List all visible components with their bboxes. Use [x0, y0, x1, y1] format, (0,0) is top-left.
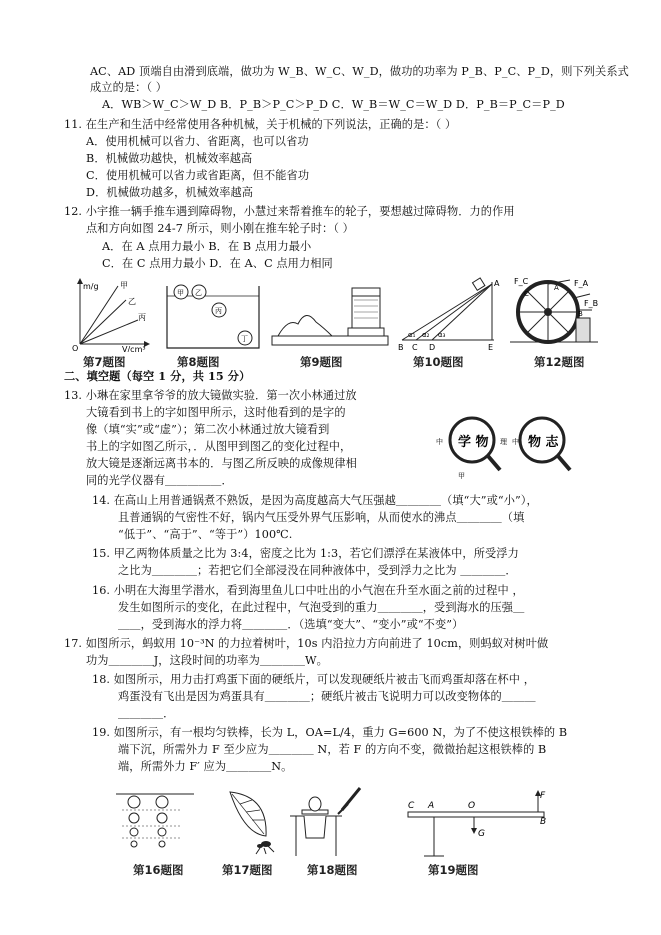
svg-text:丙: 丙	[138, 313, 146, 322]
figure-caption: 第19题图	[428, 863, 479, 877]
figure-16-bubbles	[112, 786, 198, 856]
svg-text:A: A	[554, 284, 559, 292]
svg-text:C: C	[524, 290, 529, 298]
svg-text:α₂: α₂	[422, 331, 430, 339]
figure-17-ant-leaf	[222, 786, 282, 858]
svg-text:B: B	[578, 310, 583, 318]
text-line: 17. 如图所示，蚂蚁用 10⁻³N 的力拉着树叶，10s 内沿拉力方向前进了 10cm，则蚂蚁对树叶做	[64, 637, 549, 650]
svg-text:C: C	[412, 343, 418, 352]
text-line: 端，所需外力 F′ 应为＿＿＿＿N。	[118, 760, 293, 773]
text-line: C．使用机械可以省力或省距离，但不能省功	[86, 169, 310, 182]
svg-text:α₁: α₁	[408, 331, 416, 339]
svg-text:V/cm³: V/cm³	[122, 345, 146, 352]
svg-text:E: E	[488, 343, 494, 352]
svg-text:中: 中	[436, 438, 443, 446]
svg-text:甲: 甲	[458, 472, 465, 480]
text-line: 书上的字如图乙所示，．从图甲到图乙的变化过程中，	[86, 440, 352, 453]
text-line: 发生如图所示的变化，在此过程中，气泡受到的重力＿＿＿＿，受到海水的压强＿	[118, 601, 525, 614]
figure-caption: 第17题图	[222, 863, 273, 877]
figure-18-egg-cup	[290, 786, 370, 858]
text-line: 二、填空题（每空 1 分，共 15 分）	[64, 369, 251, 383]
svg-text:A: A	[428, 801, 435, 811]
text-line: 且普通锅的气密性不好，锅内气压受外界气压影响，从而使水的沸点＿＿＿＿（填	[118, 511, 525, 524]
text-line: AC、AD 顶端自由滑到底端，做功为 W_B、W_C、W_D，做功的功率为 P_B、P_C、P_D，则下列关系式	[90, 65, 629, 78]
svg-text:乙: 乙	[195, 289, 202, 297]
svg-text:D: D	[429, 343, 436, 352]
svg-text:F_A: F_A	[574, 279, 589, 288]
text-line: 14. 在高山上用普通锅煮不熟饭，是因为高度越高大气压强越＿＿＿＿（填“大”或“小”），	[92, 494, 538, 507]
text-line: D．机械做功越多，机械效率越高	[86, 186, 254, 199]
svg-text:O: O	[72, 344, 79, 352]
figure-8-container	[163, 280, 263, 352]
text-line: 15. 甲乙两物体质量之比为 3:4，密度之比为 1:3，若它们漂浮在某液体中，所受浮力	[92, 547, 519, 560]
text-line: A．WB＞W_C＞W_D B．P_B＞P_C＞P_D C．W_B＝W_C＝W_D D．P_B＝P_C＝P_D	[102, 98, 565, 111]
svg-text:α₃: α₃	[438, 331, 446, 339]
text-line: 13. 小琳在家里拿爷爷的放大镜做实验．第一次小林通过放	[64, 389, 357, 402]
svg-text:B: B	[398, 343, 404, 352]
text-line: C．在 C 点用力最小 D．在 A、C 点用力相同	[102, 257, 333, 270]
text-line: 放大镜是逐渐远离书本的．与图乙所反映的成像规律相	[86, 457, 357, 470]
svg-text:C: C	[408, 801, 415, 811]
figure-caption: 第10题图	[413, 355, 464, 369]
svg-text:A: A	[494, 279, 500, 288]
svg-text:物 志: 物 志	[528, 435, 559, 450]
text-line: 12. 小宇推一辆手推车遇到障碍物，小慧过来帮着推车的轮子，要想越过障碍物．力的作用	[64, 205, 515, 218]
text-line: ＿＿＿＿．	[118, 707, 175, 720]
text-line: 11. 在生产和生活中经常使用各种机械，关于机械的下列说法，正确的是：（ ）	[64, 118, 457, 131]
svg-text:丙: 丙	[215, 307, 222, 315]
svg-text:F: F	[540, 791, 546, 801]
figure-caption: 第7题图	[83, 355, 126, 369]
svg-text:m/g: m/g	[83, 282, 99, 291]
text-line: 18. 如图所示，用力击打鸡蛋下面的硬纸片，可以发现硬纸片被击飞而鸡蛋却落在杯中 ，	[92, 673, 536, 686]
text-line: 像（填“实”或“虚”）；第二次小林通过放大镜看到	[86, 423, 330, 436]
svg-text:丁: 丁	[241, 335, 248, 343]
svg-text:甲: 甲	[120, 281, 128, 290]
figure-7-graph	[66, 276, 152, 352]
text-line: 同的光学仪器有＿＿＿＿＿．	[86, 474, 233, 487]
svg-text:中: 中	[512, 438, 519, 446]
figure-13-magnifiers	[430, 410, 596, 486]
figure-caption: 第8题图	[177, 355, 220, 369]
figure-caption: 第18题图	[307, 863, 358, 877]
text-line: A．在 A 点用力最小 B．在 B 点用力最小	[102, 240, 312, 253]
svg-text:乙: 乙	[128, 297, 136, 306]
figure-caption: 第16题图	[133, 863, 184, 877]
svg-text:F_B: F_B	[584, 299, 599, 308]
text-line: 功为＿＿＿＿J，这段时间的功率为＿＿＿＿W。	[86, 654, 328, 667]
figure-9-sand	[268, 278, 392, 352]
text-line: 大镜看到书上的字如图甲所示，这时他看到的是字的	[86, 406, 346, 419]
svg-text:理: 理	[500, 438, 507, 446]
figure-caption: 第12题图	[534, 355, 585, 369]
text-line: B．机械做功越快，机械效率越高	[86, 152, 253, 165]
figure-caption: 第9题图	[300, 355, 343, 369]
text-line: 点和方向如图 24-7 所示，则小刚在推车轮子时：（ ）	[86, 222, 354, 235]
text-line: 鸡蛋没有飞出是因为鸡蛋具有＿＿＿＿；硬纸片被击飞说明力可以改变物体的＿＿＿	[118, 690, 536, 703]
svg-text:O: O	[468, 801, 476, 811]
text-line: 成立的是：（ ）	[90, 81, 168, 94]
text-line: A．使用机械可以省力、省距离，也可以省功	[86, 135, 309, 148]
text-line: 16. 小明在大海里学潜水，看到海里鱼儿口中吐出的小气泡在升至水面之前的过程中 ，	[92, 584, 524, 597]
svg-text:学 物: 学 物	[458, 435, 489, 450]
svg-text:F_C: F_C	[514, 277, 529, 286]
text-line: “低于”、“高于”、“等于”）100℃.	[118, 528, 293, 541]
text-line: ＿＿，受到海水的浮力将＿＿＿＿．（选填“变大”、“变小”或“不变”）	[118, 618, 464, 631]
svg-text:G: G	[478, 829, 485, 839]
text-line: 19. 如图所示，有一根均匀铁棒，长为 L，OA=L/4，重力 G=600 N，为了不使这根铁棒的 B	[92, 726, 568, 739]
text-line: 之比为＿＿＿＿；若把它们全部浸没在同种液体中，受到浮力之比为 ＿＿＿＿．	[118, 564, 517, 577]
figure-12-wheel	[510, 272, 600, 352]
svg-text:B: B	[540, 817, 547, 827]
figure-10-inclines	[396, 276, 500, 352]
svg-text:甲: 甲	[177, 289, 184, 297]
text-line: 端下沉，所需外力 F 至少应为＿＿＿＿ N，若 F 的方向不变，微微抬起这根铁棒的 B	[118, 743, 547, 756]
figure-19-lever	[404, 786, 550, 858]
